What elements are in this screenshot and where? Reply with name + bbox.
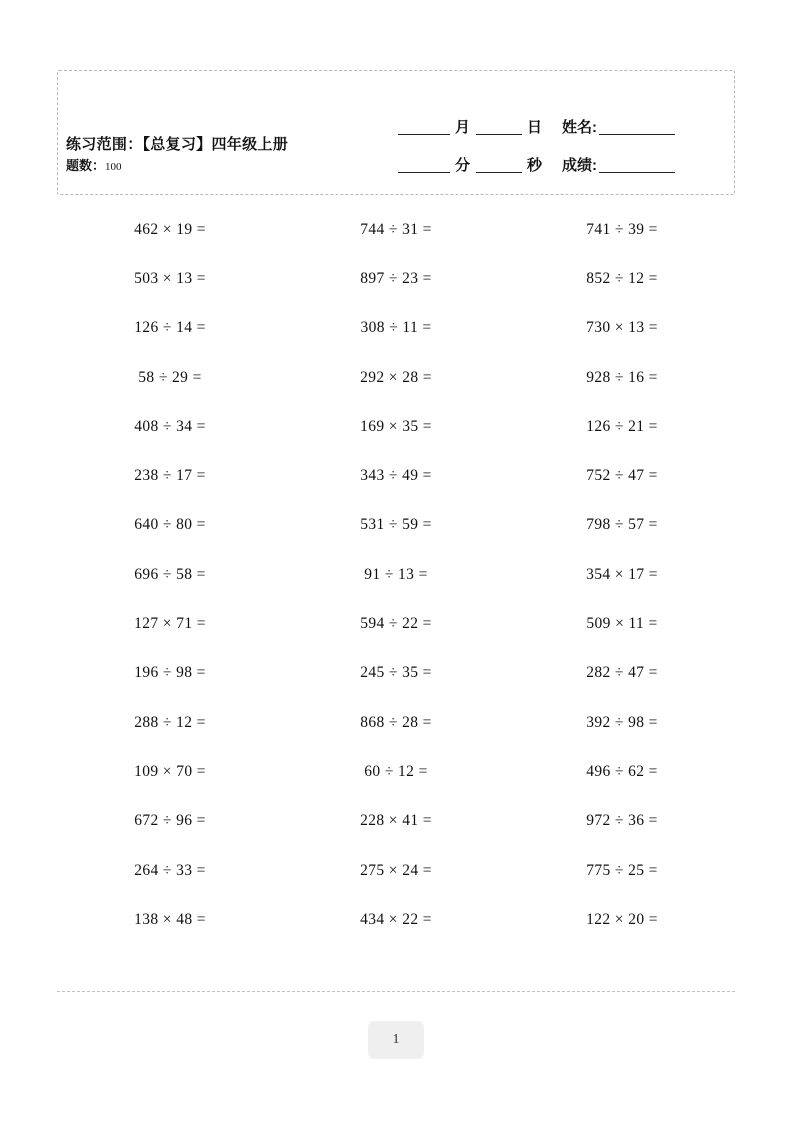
problem-item[interactable]: 897 ÷ 23 = — [360, 269, 432, 287]
problem-item[interactable]: 531 ÷ 59 = — [360, 516, 432, 534]
problem-item[interactable]: 462 × 19 = — [134, 220, 206, 238]
problem-item[interactable]: 264 ÷ 33 = — [134, 861, 206, 879]
problem-item[interactable]: 196 ÷ 98 = — [134, 664, 206, 682]
problem-item[interactable]: 354 × 17 = — [586, 565, 658, 583]
problem-item[interactable]: 594 ÷ 22 = — [360, 615, 432, 633]
problem-item[interactable]: 852 ÷ 12 = — [586, 269, 658, 287]
problem-item[interactable]: 434 × 22 = — [360, 910, 432, 928]
problem-item[interactable]: 58 ÷ 29 = — [138, 368, 202, 386]
problem-grid — [57, 205, 735, 944]
problem-item[interactable]: 169 × 35 = — [360, 417, 432, 435]
problem-item[interactable]: 730 × 13 = — [586, 319, 658, 337]
problem-item[interactable]: 282 ÷ 47 = — [586, 664, 658, 682]
problem-item[interactable]: 308 ÷ 11 = — [360, 319, 432, 337]
problem-item[interactable]: 640 ÷ 80 = — [134, 516, 206, 534]
problem-item[interactable]: 122 × 20 = — [586, 910, 658, 928]
problem-item[interactable]: 972 ÷ 36 = — [586, 812, 658, 830]
month-unit-label: 月 — [455, 119, 471, 136]
problem-item[interactable]: 503 × 13 = — [134, 269, 206, 287]
name-input-blank[interactable] — [599, 119, 675, 135]
problem-item[interactable]: 288 ÷ 12 = — [134, 713, 206, 731]
problem-item[interactable]: 138 × 48 = — [134, 910, 206, 928]
problem-item[interactable]: 126 ÷ 14 = — [134, 319, 206, 337]
footer-divider — [57, 991, 735, 992]
problem-item[interactable]: 868 ÷ 28 = — [360, 713, 432, 731]
problem-item[interactable]: 696 ÷ 58 = — [134, 565, 206, 583]
problem-item[interactable]: 275 × 24 = — [360, 861, 432, 879]
problem-item[interactable]: 343 ÷ 49 = — [360, 467, 432, 485]
problem-item[interactable]: 775 ÷ 25 = — [586, 861, 658, 879]
problem-count-label: 题数： — [66, 158, 106, 174]
page-number: 1 — [368, 1021, 424, 1059]
month-input-blank[interactable] — [398, 119, 450, 135]
meta-fields — [398, 97, 728, 173]
problem-item[interactable]: 91 ÷ 13 = — [364, 565, 428, 583]
problem-item[interactable]: 798 ÷ 57 = — [586, 516, 658, 534]
day-unit-label: 日 — [527, 119, 543, 136]
score-input-blank[interactable] — [599, 157, 675, 173]
practice-range-block — [66, 133, 366, 176]
problem-item[interactable]: 126 ÷ 21 = — [586, 417, 658, 435]
problem-count-row — [66, 156, 366, 176]
problem-item[interactable]: 672 ÷ 96 = — [134, 812, 206, 830]
problem-item[interactable]: 408 ÷ 34 = — [134, 417, 206, 435]
problem-item[interactable]: 744 ÷ 31 = — [360, 220, 432, 238]
practice-range-label: 练习范围：【总复习】四年级上册 — [66, 136, 289, 153]
header-box — [57, 70, 735, 195]
date-row — [398, 97, 728, 135]
problem-count-value: 100 — [105, 161, 122, 174]
problem-item[interactable]: 238 ÷ 17 = — [134, 467, 206, 485]
minute-input-blank[interactable] — [398, 157, 450, 173]
problem-item[interactable]: 245 ÷ 35 = — [360, 664, 432, 682]
problem-item[interactable]: 228 × 41 = — [360, 812, 432, 830]
second-unit-label: 秒 — [527, 157, 543, 174]
time-row — [398, 135, 728, 173]
problem-item[interactable]: 292 × 28 = — [360, 368, 432, 386]
day-input-blank[interactable] — [476, 119, 522, 135]
problem-item[interactable]: 127 × 71 = — [134, 615, 206, 633]
second-input-blank[interactable] — [476, 157, 522, 173]
problem-item[interactable]: 741 ÷ 39 = — [586, 220, 658, 238]
problem-item[interactable]: 752 ÷ 47 = — [586, 467, 658, 485]
problem-item[interactable]: 109 × 70 = — [134, 762, 206, 780]
minute-unit-label: 分 — [455, 157, 471, 174]
name-label: 姓名: — [562, 119, 598, 136]
problem-item[interactable]: 509 × 11 = — [586, 615, 658, 633]
problem-item[interactable]: 928 ÷ 16 = — [586, 368, 658, 386]
problem-item[interactable]: 496 ÷ 62 = — [586, 762, 658, 780]
score-label: 成绩: — [562, 157, 598, 174]
problem-item[interactable]: 392 ÷ 98 = — [586, 713, 658, 731]
problem-item[interactable]: 60 ÷ 12 = — [364, 762, 428, 780]
